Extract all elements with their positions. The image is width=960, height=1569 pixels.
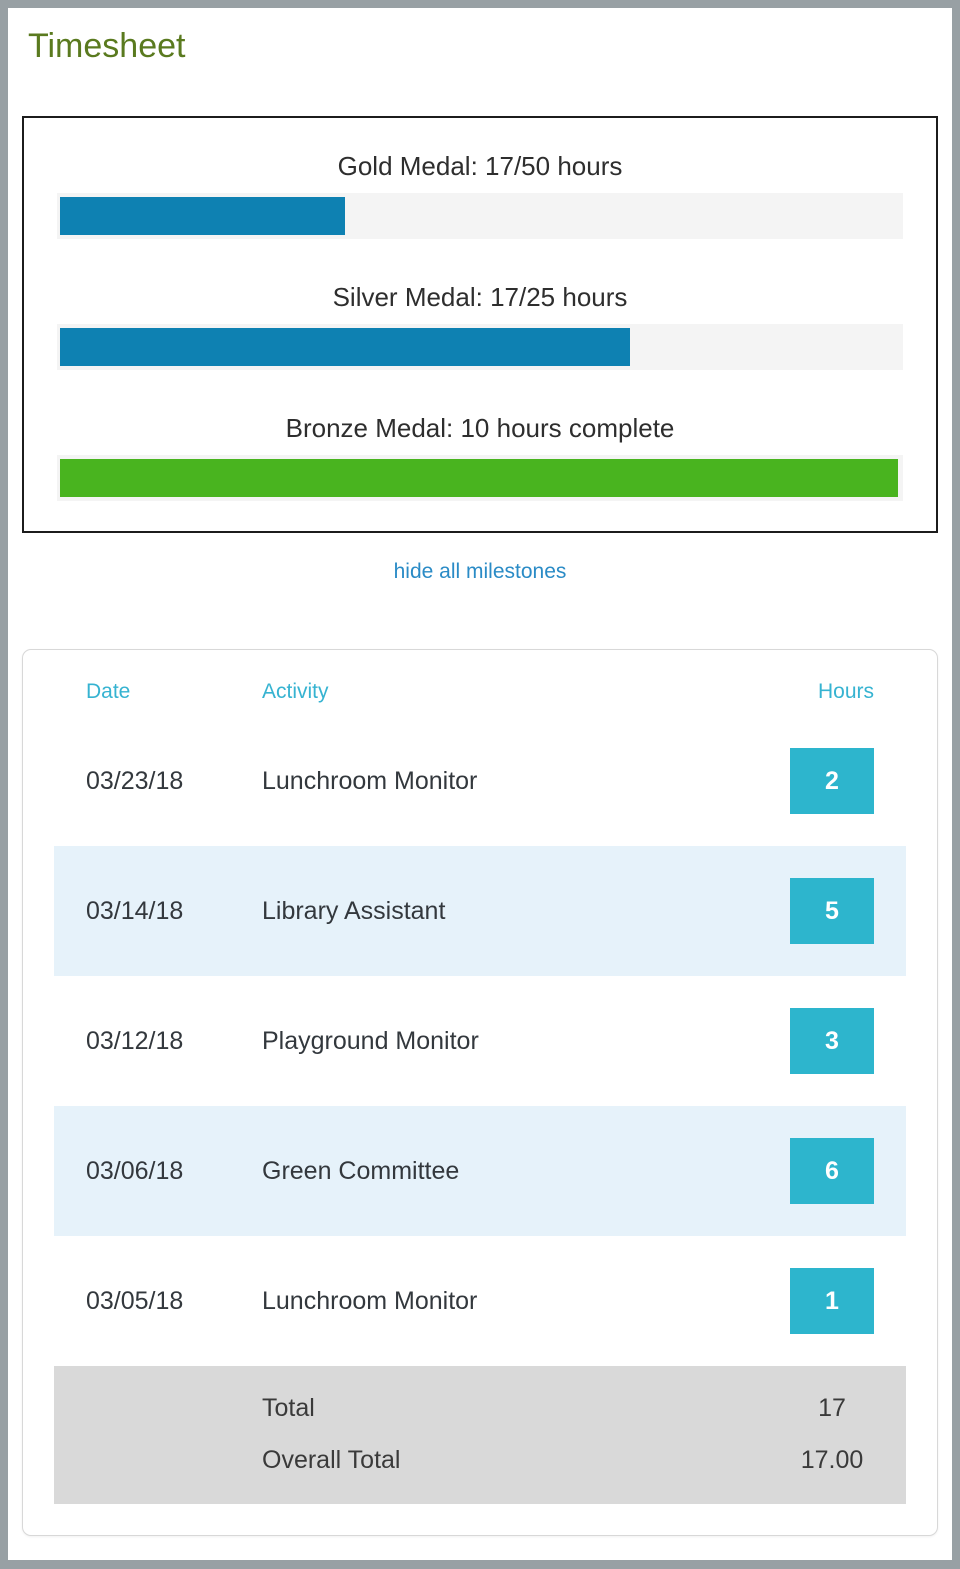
header-activity: Activity [262,680,329,703]
table-row [54,976,906,1106]
milestone-progress-fill [60,328,630,366]
row-activity: Lunchroom Monitor [262,766,478,795]
table-row [54,846,906,976]
milestone-label: Bronze Medal: 10 hours complete [285,413,675,443]
row-activity: Lunchroom Monitor [262,1286,478,1315]
table-body [54,716,906,1366]
table-row [54,1106,906,1236]
total-label: Total [262,1393,315,1422]
row-date: 03/14/18 [86,896,184,925]
milestone [57,148,903,239]
timesheet-table-card [22,649,938,1536]
milestone-progress-fill [60,197,345,235]
milestone-progress-track [57,193,903,239]
hide-milestones-link[interactable]: hide all milestones [393,560,567,583]
page-title: Timesheet [28,27,186,65]
milestone-progress-fill [60,459,898,497]
row-date: 03/23/18 [86,766,184,795]
header-hours: Hours [817,680,874,703]
row-date: 03/06/18 [86,1156,184,1185]
total-label: Overall Total [262,1445,401,1474]
totals-block [54,1366,906,1504]
total-value: 17 [818,1393,846,1422]
table-row [54,1236,906,1366]
milestone-label: Gold Medal: 17/50 hours [337,151,623,181]
row-activity: Playground Monitor [262,1026,479,1055]
total-row [54,1382,906,1434]
row-activity: Green Committee [262,1156,460,1185]
timesheet-page [8,8,952,1560]
hours-badge[interactable]: 6 [790,1138,874,1204]
hours-badge[interactable]: 2 [790,748,874,814]
hide-milestones-link-wrap [8,560,952,584]
hours-badge[interactable]: 3 [790,1008,874,1074]
row-date: 03/12/18 [86,1026,184,1055]
total-value: 17.00 [800,1445,864,1474]
row-activity: Library Assistant [262,896,446,925]
milestone-progress-track [57,324,903,370]
milestone-progress-track [57,455,903,501]
total-row [54,1434,906,1486]
table-row [54,716,906,846]
header-date: Date [86,680,131,703]
row-date: 03/05/18 [86,1286,184,1315]
hours-badge[interactable]: 1 [790,1268,874,1334]
milestone [57,410,903,501]
milestone [57,279,903,370]
hours-badge[interactable]: 5 [790,878,874,944]
milestone-label: Silver Medal: 17/25 hours [332,282,628,312]
milestones-panel [22,116,938,533]
table-header-row [54,668,906,716]
